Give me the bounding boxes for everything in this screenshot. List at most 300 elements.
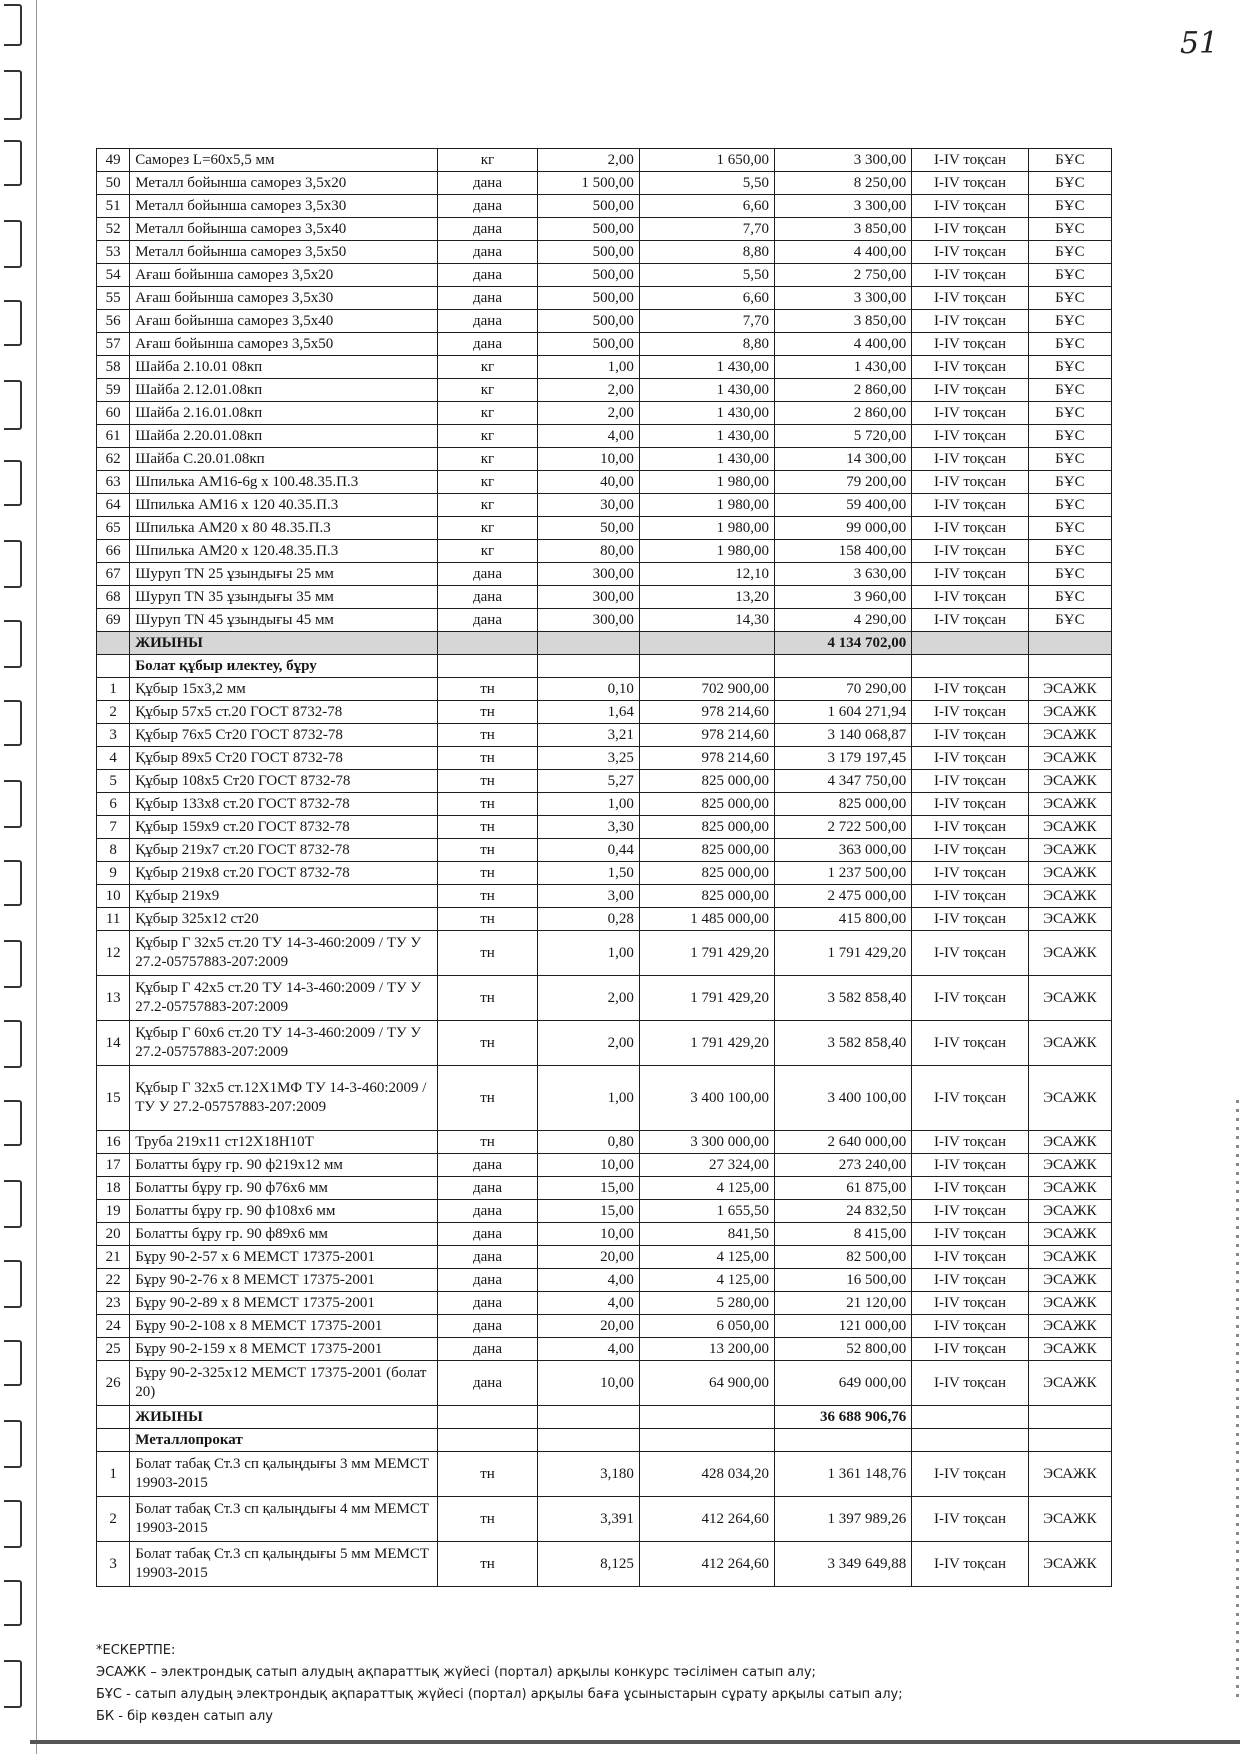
row-number: 50 bbox=[97, 172, 130, 195]
table-row bbox=[97, 678, 1112, 701]
item-price: 1 980,00 bbox=[639, 494, 774, 517]
item-name: Ағаш бойынша саморез 3,5х40 bbox=[130, 310, 438, 333]
item-unit: дана bbox=[438, 1246, 538, 1269]
row-number: 15 bbox=[97, 1066, 130, 1131]
item-name: Құбыр Г 60х6 ст.20 ТУ 14-3-460:2009 / ТУ У 27.2-05757883-207:2009 bbox=[130, 1021, 438, 1066]
item-unit: кг bbox=[438, 149, 538, 172]
item-quantity: 3,25 bbox=[537, 747, 639, 770]
item-quantity: 10,00 bbox=[537, 1154, 639, 1177]
item-method: БҰС bbox=[1028, 425, 1111, 448]
row-number: 19 bbox=[97, 1200, 130, 1223]
footnote-line-bk: БК - бір көзден сатып алу bbox=[96, 1709, 274, 1724]
item-period: I-IV тоқсан bbox=[912, 471, 1028, 494]
item-unit: тн bbox=[438, 701, 538, 724]
item-method: БҰС bbox=[1028, 494, 1111, 517]
item-price: 825 000,00 bbox=[639, 770, 774, 793]
item-period: I-IV тоқсан bbox=[912, 609, 1028, 632]
item-price: 978 214,60 bbox=[639, 701, 774, 724]
item-price: 8,80 bbox=[639, 333, 774, 356]
item-method: ЭСАЖК bbox=[1028, 1315, 1111, 1338]
item-name: Саморез L=60х5,5 мм bbox=[130, 149, 438, 172]
item-sum: 3 582 858,40 bbox=[775, 976, 912, 1021]
section-title: Болат құбыр илектеу, бұру bbox=[130, 655, 438, 678]
item-period: I-IV тоқсан bbox=[912, 1497, 1028, 1542]
item-sum: 3 349 649,88 bbox=[775, 1542, 912, 1587]
item-unit: дана bbox=[438, 241, 538, 264]
total-row bbox=[97, 632, 1112, 655]
item-quantity: 500,00 bbox=[537, 218, 639, 241]
item-sum: 2 475 000,00 bbox=[775, 885, 912, 908]
item-method: БҰС bbox=[1028, 379, 1111, 402]
item-period: I-IV тоқсан bbox=[912, 1452, 1028, 1497]
item-method: ЭСАЖК bbox=[1028, 1338, 1111, 1361]
item-period: I-IV тоқсан bbox=[912, 678, 1028, 701]
item-sum: 3 300,00 bbox=[775, 149, 912, 172]
item-sum: 16 500,00 bbox=[775, 1269, 912, 1292]
table-row bbox=[97, 862, 1112, 885]
item-quantity: 0,44 bbox=[537, 839, 639, 862]
item-unit: тн bbox=[438, 908, 538, 931]
item-name: Құбыр 325х12 ст20 bbox=[130, 908, 438, 931]
item-sum: 3 140 068,87 bbox=[775, 724, 912, 747]
item-quantity: 30,00 bbox=[537, 494, 639, 517]
item-unit: дана bbox=[438, 218, 538, 241]
item-quantity: 3,30 bbox=[537, 816, 639, 839]
item-sum: 363 000,00 bbox=[775, 839, 912, 862]
table-row bbox=[97, 149, 1112, 172]
item-name: Құбыр Г 32х5 ст.12Х1МФ ТУ 14-3-460:2009 / ТУ У 27.2-05757883-207:2009 bbox=[130, 1066, 438, 1131]
item-sum: 1 237 500,00 bbox=[775, 862, 912, 885]
item-sum: 3 300,00 bbox=[775, 287, 912, 310]
item-name: Шпилька АМ20 х 80 48.35.П.3 bbox=[130, 517, 438, 540]
item-unit: тн bbox=[438, 1497, 538, 1542]
page-number: 51 bbox=[1180, 26, 1219, 61]
item-method: ЭСАЖК bbox=[1028, 1269, 1111, 1292]
item-unit: кг bbox=[438, 425, 538, 448]
item-price: 6,60 bbox=[639, 195, 774, 218]
procurement-table bbox=[96, 148, 1112, 1587]
item-price: 825 000,00 bbox=[639, 862, 774, 885]
item-quantity: 2,00 bbox=[537, 379, 639, 402]
row-number: 13 bbox=[97, 976, 130, 1021]
item-quantity: 2,00 bbox=[537, 149, 639, 172]
table-row bbox=[97, 379, 1112, 402]
table-row bbox=[97, 402, 1112, 425]
row-number: 57 bbox=[97, 333, 130, 356]
item-method: БҰС bbox=[1028, 241, 1111, 264]
item-sum: 415 800,00 bbox=[775, 908, 912, 931]
item-unit: дана bbox=[438, 609, 538, 632]
item-sum: 3 179 197,45 bbox=[775, 747, 912, 770]
item-period: I-IV тоқсан bbox=[912, 310, 1028, 333]
item-price: 6,60 bbox=[639, 287, 774, 310]
item-sum: 3 400 100,00 bbox=[775, 1066, 912, 1131]
item-price: 1 485 000,00 bbox=[639, 908, 774, 931]
item-unit: тн bbox=[438, 862, 538, 885]
total-label: ЖИЫНЫ bbox=[130, 1406, 438, 1429]
item-sum: 2 860,00 bbox=[775, 379, 912, 402]
footnote-line-bus: БҰС - сатып алудың электрондық ақпараттық жүйесі (портал) арқылы баға ұсыныстарын сұрату арқылы сатып алу; bbox=[96, 1687, 903, 1702]
item-name: Металл бойынша саморез 3,5х50 bbox=[130, 241, 438, 264]
item-name: Шайба 2.20.01.08кп bbox=[130, 425, 438, 448]
row-number: 49 bbox=[97, 149, 130, 172]
item-sum: 3 630,00 bbox=[775, 563, 912, 586]
item-method: ЭСАЖК bbox=[1028, 1131, 1111, 1154]
item-unit: дана bbox=[438, 1361, 538, 1406]
item-name: Шуруп TN 35 ұзындығы 35 мм bbox=[130, 586, 438, 609]
item-quantity: 15,00 bbox=[537, 1177, 639, 1200]
item-period: I-IV тоқсан bbox=[912, 862, 1028, 885]
item-method: БҰС bbox=[1028, 586, 1111, 609]
footnote bbox=[96, 1640, 1116, 1728]
item-period: I-IV тоқсан bbox=[912, 333, 1028, 356]
item-name: Шайба 2.12.01.08кп bbox=[130, 379, 438, 402]
table-row bbox=[97, 908, 1112, 931]
row-number: 2 bbox=[97, 1497, 130, 1542]
item-name: Бұру 90-2-108 х 8 МЕМСТ 17375-2001 bbox=[130, 1315, 438, 1338]
item-price: 702 900,00 bbox=[639, 678, 774, 701]
item-period: I-IV тоқсан bbox=[912, 149, 1028, 172]
item-method: БҰС bbox=[1028, 264, 1111, 287]
table-row bbox=[97, 793, 1112, 816]
row-number: 53 bbox=[97, 241, 130, 264]
item-quantity: 500,00 bbox=[537, 195, 639, 218]
item-method: ЭСАЖК bbox=[1028, 931, 1111, 976]
item-name: Болат табақ Ст.3 сп қалыңдығы 5 мм МЕМСТ 19903-2015 bbox=[130, 1542, 438, 1587]
row-number: 54 bbox=[97, 264, 130, 287]
item-sum: 79 200,00 bbox=[775, 471, 912, 494]
item-price: 6 050,00 bbox=[639, 1315, 774, 1338]
table-row bbox=[97, 931, 1112, 976]
item-period: I-IV тоқсан bbox=[912, 1269, 1028, 1292]
table-row bbox=[97, 1200, 1112, 1223]
item-period: I-IV тоқсан bbox=[912, 540, 1028, 563]
row-number: 22 bbox=[97, 1269, 130, 1292]
item-sum: 82 500,00 bbox=[775, 1246, 912, 1269]
row-number: 14 bbox=[97, 1021, 130, 1066]
item-quantity: 4,00 bbox=[537, 1269, 639, 1292]
item-price: 1 791 429,20 bbox=[639, 976, 774, 1021]
row-number: 65 bbox=[97, 517, 130, 540]
row-number: 20 bbox=[97, 1223, 130, 1246]
item-sum: 24 832,50 bbox=[775, 1200, 912, 1223]
item-method: БҰС bbox=[1028, 310, 1111, 333]
item-price: 1 430,00 bbox=[639, 425, 774, 448]
row-number: 10 bbox=[97, 885, 130, 908]
row-number: 7 bbox=[97, 816, 130, 839]
total-label: ЖИЫНЫ bbox=[130, 632, 438, 655]
item-period: I-IV тоқсан bbox=[912, 1223, 1028, 1246]
item-unit: кг bbox=[438, 517, 538, 540]
item-unit: дана bbox=[438, 172, 538, 195]
item-period: I-IV тоқсан bbox=[912, 287, 1028, 310]
item-unit: кг bbox=[438, 402, 538, 425]
item-sum: 59 400,00 bbox=[775, 494, 912, 517]
table-row bbox=[97, 586, 1112, 609]
item-quantity: 1,00 bbox=[537, 931, 639, 976]
item-name: Құбыр 133х8 ст.20 ГОСТ 8732-78 bbox=[130, 793, 438, 816]
table-row bbox=[97, 1246, 1112, 1269]
row-number: 55 bbox=[97, 287, 130, 310]
item-price: 1 650,00 bbox=[639, 149, 774, 172]
item-quantity: 8,125 bbox=[537, 1542, 639, 1587]
scan-edge-bottom bbox=[30, 1740, 1240, 1744]
row-number: 62 bbox=[97, 448, 130, 471]
item-name: Шайба 2.10.01 08кп bbox=[130, 356, 438, 379]
table-row bbox=[97, 1177, 1112, 1200]
row-number: 67 bbox=[97, 563, 130, 586]
item-name: Құбыр 57х5 ст.20 ГОСТ 8732-78 bbox=[130, 701, 438, 724]
item-sum: 649 000,00 bbox=[775, 1361, 912, 1406]
item-quantity: 20,00 bbox=[537, 1315, 639, 1338]
item-name: Шпилька АМ16 х 120 40.35.П.3 bbox=[130, 494, 438, 517]
item-unit: тн bbox=[438, 839, 538, 862]
row-number: 69 bbox=[97, 609, 130, 632]
row-number: 63 bbox=[97, 471, 130, 494]
table-row bbox=[97, 494, 1112, 517]
item-unit: тн bbox=[438, 793, 538, 816]
binding-edge-marks bbox=[0, 0, 46, 1754]
item-quantity: 4,00 bbox=[537, 1292, 639, 1315]
item-period: I-IV тоқсан bbox=[912, 494, 1028, 517]
item-period: I-IV тоқсан bbox=[912, 724, 1028, 747]
item-price: 825 000,00 bbox=[639, 793, 774, 816]
section-title: Металлопрокат bbox=[130, 1429, 438, 1452]
item-price: 3 300 000,00 bbox=[639, 1131, 774, 1154]
item-price: 1 430,00 bbox=[639, 448, 774, 471]
item-name: Шайба 2.16.01.08кп bbox=[130, 402, 438, 425]
item-sum: 4 400,00 bbox=[775, 241, 912, 264]
section-header-row bbox=[97, 1429, 1112, 1452]
row-number: 68 bbox=[97, 586, 130, 609]
table-row bbox=[97, 1131, 1112, 1154]
item-sum: 8 250,00 bbox=[775, 172, 912, 195]
item-method: ЭСАЖК bbox=[1028, 1361, 1111, 1406]
table-row bbox=[97, 885, 1112, 908]
item-price: 4 125,00 bbox=[639, 1269, 774, 1292]
item-period: I-IV тоқсан bbox=[912, 1292, 1028, 1315]
item-unit: тн bbox=[438, 1066, 538, 1131]
row-number: 66 bbox=[97, 540, 130, 563]
item-period: I-IV тоқсан bbox=[912, 1177, 1028, 1200]
item-price: 978 214,60 bbox=[639, 724, 774, 747]
item-period: I-IV тоқсан bbox=[912, 379, 1028, 402]
item-sum: 4 400,00 bbox=[775, 333, 912, 356]
item-price: 1 655,50 bbox=[639, 1200, 774, 1223]
table-row bbox=[97, 241, 1112, 264]
item-unit: кг bbox=[438, 494, 538, 517]
item-period: I-IV тоқсан bbox=[912, 1131, 1028, 1154]
item-price: 412 264,60 bbox=[639, 1497, 774, 1542]
item-sum: 1 791 429,20 bbox=[775, 931, 912, 976]
item-unit: тн bbox=[438, 1452, 538, 1497]
item-method: ЭСАЖК bbox=[1028, 1066, 1111, 1131]
item-price: 1 791 429,20 bbox=[639, 931, 774, 976]
row-number: 24 bbox=[97, 1315, 130, 1338]
item-sum: 3 850,00 bbox=[775, 218, 912, 241]
item-quantity: 10,00 bbox=[537, 448, 639, 471]
item-period: I-IV тоқсан bbox=[912, 1542, 1028, 1587]
row-number: 3 bbox=[97, 1542, 130, 1587]
item-quantity: 500,00 bbox=[537, 241, 639, 264]
item-period: I-IV тоқсан bbox=[912, 402, 1028, 425]
item-method: БҰС bbox=[1028, 448, 1111, 471]
item-quantity: 1,64 bbox=[537, 701, 639, 724]
item-sum: 21 120,00 bbox=[775, 1292, 912, 1315]
item-quantity: 20,00 bbox=[537, 1246, 639, 1269]
row-number: 6 bbox=[97, 793, 130, 816]
item-quantity: 3,21 bbox=[537, 724, 639, 747]
item-unit: дана bbox=[438, 287, 538, 310]
item-method: ЭСАЖК bbox=[1028, 770, 1111, 793]
item-sum: 3 850,00 bbox=[775, 310, 912, 333]
item-sum: 3 300,00 bbox=[775, 195, 912, 218]
item-unit: тн bbox=[438, 747, 538, 770]
item-price: 14,30 bbox=[639, 609, 774, 632]
row-number: 12 bbox=[97, 931, 130, 976]
item-sum: 121 000,00 bbox=[775, 1315, 912, 1338]
row-number: 59 bbox=[97, 379, 130, 402]
item-method: БҰС bbox=[1028, 333, 1111, 356]
table-row bbox=[97, 540, 1112, 563]
item-price: 64 900,00 bbox=[639, 1361, 774, 1406]
item-price: 5,50 bbox=[639, 172, 774, 195]
item-price: 1 980,00 bbox=[639, 540, 774, 563]
item-method: ЭСАЖК bbox=[1028, 1292, 1111, 1315]
item-method: ЭСАЖК bbox=[1028, 701, 1111, 724]
item-sum: 1 361 148,76 bbox=[775, 1452, 912, 1497]
item-price: 1 430,00 bbox=[639, 356, 774, 379]
item-unit: дана bbox=[438, 1177, 538, 1200]
item-sum: 52 800,00 bbox=[775, 1338, 912, 1361]
item-quantity: 300,00 bbox=[537, 563, 639, 586]
item-price: 825 000,00 bbox=[639, 885, 774, 908]
item-price: 3 400 100,00 bbox=[639, 1066, 774, 1131]
table-row bbox=[97, 264, 1112, 287]
item-period: I-IV тоқсан bbox=[912, 218, 1028, 241]
item-name: Ағаш бойынша саморез 3,5х30 bbox=[130, 287, 438, 310]
item-unit: дана bbox=[438, 1200, 538, 1223]
item-unit: тн bbox=[438, 1021, 538, 1066]
table-row bbox=[97, 770, 1112, 793]
item-method: ЭСАЖК bbox=[1028, 724, 1111, 747]
item-unit: кг bbox=[438, 356, 538, 379]
table-row bbox=[97, 816, 1112, 839]
item-unit: дана bbox=[438, 1269, 538, 1292]
item-method: ЭСАЖК bbox=[1028, 976, 1111, 1021]
item-name: Бұру 90-2-57 х 6 МЕМСТ 17375-2001 bbox=[130, 1246, 438, 1269]
table-row bbox=[97, 609, 1112, 632]
item-sum: 4 347 750,00 bbox=[775, 770, 912, 793]
item-price: 4 125,00 bbox=[639, 1177, 774, 1200]
item-period: I-IV тоқсан bbox=[912, 885, 1028, 908]
item-quantity: 1,00 bbox=[537, 356, 639, 379]
item-quantity: 500,00 bbox=[537, 287, 639, 310]
item-method: БҰС bbox=[1028, 609, 1111, 632]
item-unit: кг bbox=[438, 471, 538, 494]
row-number: 61 bbox=[97, 425, 130, 448]
item-unit: дана bbox=[438, 563, 538, 586]
item-sum: 2 860,00 bbox=[775, 402, 912, 425]
item-method: ЭСАЖК bbox=[1028, 678, 1111, 701]
item-quantity: 1,00 bbox=[537, 793, 639, 816]
row-number: 64 bbox=[97, 494, 130, 517]
item-period: I-IV тоқсан bbox=[912, 816, 1028, 839]
item-name: Құбыр 76х5 Ст20 ГОСТ 8732-78 bbox=[130, 724, 438, 747]
item-unit: дана bbox=[438, 1315, 538, 1338]
table-row bbox=[97, 1066, 1112, 1131]
item-period: I-IV тоқсан bbox=[912, 747, 1028, 770]
row-number: 5 bbox=[97, 770, 130, 793]
item-sum: 1 397 989,26 bbox=[775, 1497, 912, 1542]
item-quantity: 500,00 bbox=[537, 264, 639, 287]
item-period: I-IV тоқсан bbox=[912, 1315, 1028, 1338]
item-quantity: 10,00 bbox=[537, 1223, 639, 1246]
item-quantity: 50,00 bbox=[537, 517, 639, 540]
total-no-cell bbox=[97, 632, 130, 655]
footnote-line-esazhk: ЭСАЖК – электрондық сатып алудың ақпараттық жүйесі (портал) арқылы конкурс тәсілімен сатып алу; bbox=[96, 1665, 816, 1680]
item-unit: кг bbox=[438, 379, 538, 402]
row-number: 56 bbox=[97, 310, 130, 333]
row-number: 1 bbox=[97, 1452, 130, 1497]
row-number: 3 bbox=[97, 724, 130, 747]
item-method: БҰС bbox=[1028, 402, 1111, 425]
total-sum: 36 688 906,76 bbox=[775, 1406, 912, 1429]
row-number: 4 bbox=[97, 747, 130, 770]
item-name: Құбыр 89х5 Ст20 ГОСТ 8732-78 bbox=[130, 747, 438, 770]
item-method: ЭСАЖК bbox=[1028, 1177, 1111, 1200]
section-header-row bbox=[97, 655, 1112, 678]
item-sum: 70 290,00 bbox=[775, 678, 912, 701]
item-method: БҰС bbox=[1028, 540, 1111, 563]
item-method: ЭСАЖК bbox=[1028, 885, 1111, 908]
item-period: I-IV тоқсан bbox=[912, 448, 1028, 471]
table-row bbox=[97, 701, 1112, 724]
table-row bbox=[97, 1154, 1112, 1177]
item-period: I-IV тоқсан bbox=[912, 839, 1028, 862]
item-name: Бұру 90-2-89 х 8 МЕМСТ 17375-2001 bbox=[130, 1292, 438, 1315]
item-method: ЭСАЖК bbox=[1028, 1200, 1111, 1223]
item-sum: 8 415,00 bbox=[775, 1223, 912, 1246]
row-number: 23 bbox=[97, 1292, 130, 1315]
item-period: I-IV тоқсан bbox=[912, 1338, 1028, 1361]
item-sum: 2 640 000,00 bbox=[775, 1131, 912, 1154]
item-unit: дана bbox=[438, 1154, 538, 1177]
row-number: 58 bbox=[97, 356, 130, 379]
item-quantity: 40,00 bbox=[537, 471, 639, 494]
row-number: 9 bbox=[97, 862, 130, 885]
total-sum: 4 134 702,00 bbox=[775, 632, 912, 655]
row-number: 25 bbox=[97, 1338, 130, 1361]
table-row bbox=[97, 563, 1112, 586]
item-price: 27 324,00 bbox=[639, 1154, 774, 1177]
table-row bbox=[97, 517, 1112, 540]
item-price: 825 000,00 bbox=[639, 816, 774, 839]
item-quantity: 4,00 bbox=[537, 1338, 639, 1361]
row-number: 11 bbox=[97, 908, 130, 931]
item-unit: дана bbox=[438, 333, 538, 356]
item-period: I-IV тоқсан bbox=[912, 1200, 1028, 1223]
item-period: I-IV тоқсан bbox=[912, 976, 1028, 1021]
item-name: Құбыр 159х9 ст.20 ГОСТ 8732-78 bbox=[130, 816, 438, 839]
row-number: 8 bbox=[97, 839, 130, 862]
table-row bbox=[97, 1315, 1112, 1338]
item-sum: 3 582 858,40 bbox=[775, 1021, 912, 1066]
item-quantity: 0,10 bbox=[537, 678, 639, 701]
table-row bbox=[97, 1223, 1112, 1246]
item-price: 841,50 bbox=[639, 1223, 774, 1246]
item-method: БҰС bbox=[1028, 195, 1111, 218]
